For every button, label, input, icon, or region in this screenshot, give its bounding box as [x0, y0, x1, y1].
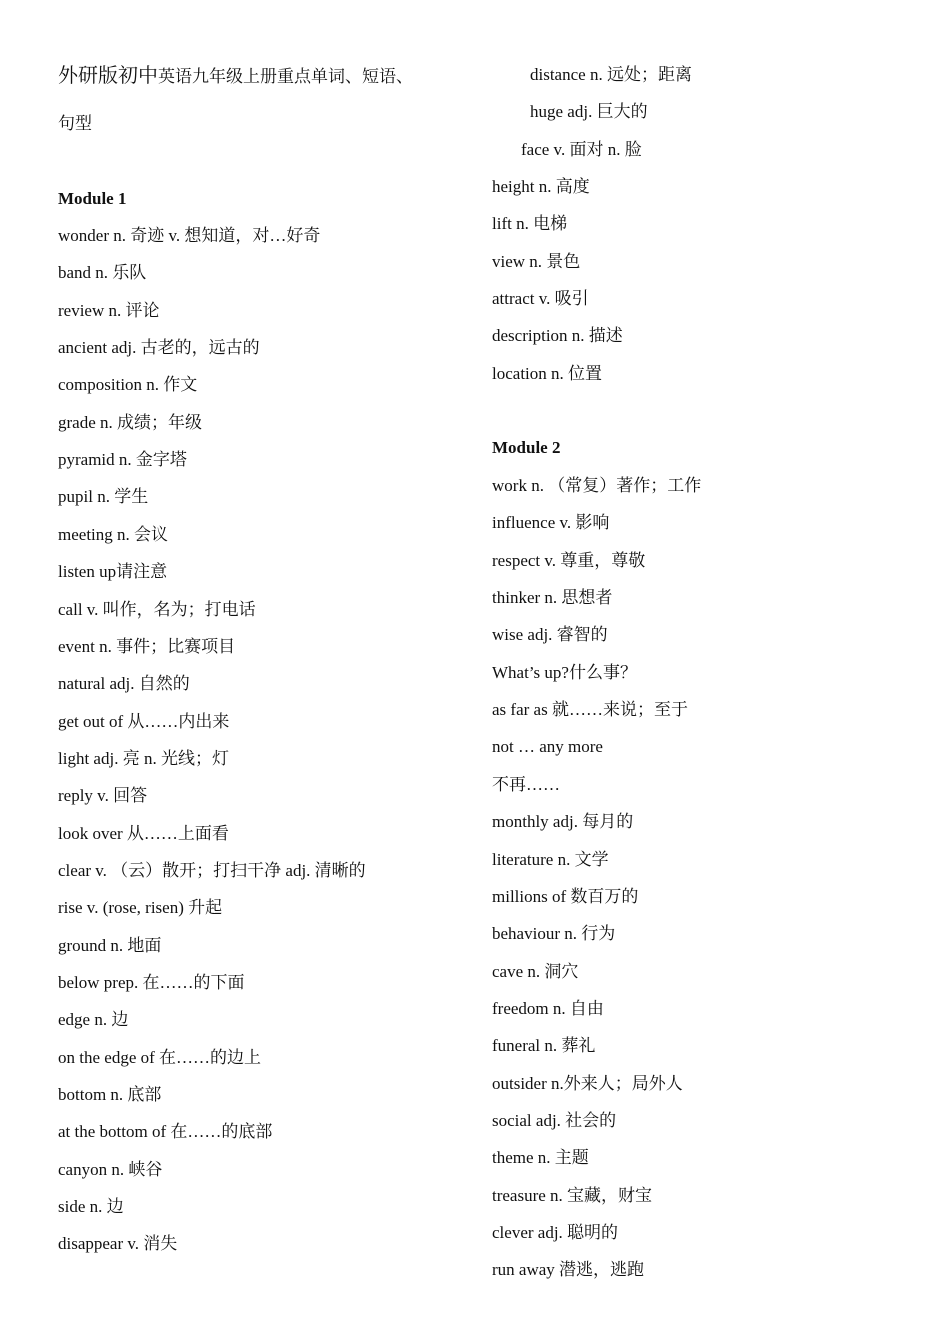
vocab-entry: What’s up?什么事？ [492, 662, 637, 682]
vocab-entry: freedom n. 自由 [492, 998, 604, 1018]
vocab-entry: ground n. 地面 [58, 935, 162, 955]
vocab-entry: wonder n. 奇迹 v. 想知道，对…好奇 [58, 226, 321, 245]
module2-heading: Module 2 [492, 438, 561, 457]
vocab-entry: clever adj. 聪明的 [492, 1223, 619, 1242]
vocab-entry: theme n. 主题 [492, 1148, 589, 1168]
vocab-entry: light adj. 亮 n. 光线；灯 [58, 748, 229, 768]
vocab-entry: thinker n. 思想者 [492, 588, 613, 608]
vocab-entry: reply v. 回答 [58, 786, 148, 806]
vocab-entry: monthly adj. 每月的 [492, 812, 634, 832]
vocab-entry: distance n. 远处；距离 [530, 65, 692, 84]
vocab-entry: clear v. （云）散开；打扫干净 adj. 清晰的 [58, 860, 366, 880]
vocab-entry: edge n. 边 [58, 1010, 129, 1030]
vocab-entry: composition n. 作文 [58, 375, 198, 395]
vocab-entry: canyon n. 峡谷 [58, 1159, 163, 1179]
vocab-entry: 不再…… [492, 774, 560, 794]
vocab-entry: rise v. (rose, risen) 升起 [58, 898, 223, 918]
vocab-entry: listen up请注意 [58, 562, 168, 582]
title-rest: 英语九年级上册重点单词、短语、 [158, 67, 413, 86]
vocab-entry: event n. 事件；比赛项目 [58, 636, 236, 656]
vocab-entry: social adj. 社会的 [492, 1110, 617, 1130]
vocab-entry: run away 潜逃，逃跑 [492, 1260, 645, 1280]
vocab-entry: description n. 描述 [492, 326, 623, 346]
vocab-entry: pupil n. 学生 [58, 487, 149, 507]
vocab-entry: lift n. 电梯 [492, 214, 568, 234]
vocab-entry: look over 从……上面看 [58, 823, 229, 843]
vocab-entry: height n. 高度 [492, 177, 590, 197]
vocab-entry: natural adj. 自然的 [58, 674, 190, 694]
vocab-entry: side n. 边 [58, 1197, 124, 1217]
vocab-entry: influence v. 影响 [492, 513, 610, 533]
vocab-entry: as far as 就……来说；至于 [492, 700, 688, 720]
vocab-entry: not … any more [492, 737, 603, 757]
vocab-entry: view n. 景色 [492, 251, 581, 271]
vocab-entry: bottom n. 底部 [58, 1085, 162, 1105]
vocab-entry: on the edge of 在……的边上 [58, 1047, 262, 1067]
vocab-entry: at the bottom of 在……的底部 [58, 1122, 273, 1142]
vocab-entry: get out of 从……内出来 [58, 711, 230, 731]
vocab-entry: funeral n. 葬礼 [492, 1036, 596, 1056]
vocab-entry: millions of 数百万的 [492, 886, 639, 906]
module1-heading: Module 1 [58, 189, 127, 208]
vocab-entry: outsider n.外来人；局外人 [492, 1073, 683, 1093]
vocab-entry: work n. （常复）著作；工作 [492, 476, 702, 495]
vocab-entry: cave n. 洞穴 [492, 961, 579, 981]
document-title-line2: 句型 [58, 114, 92, 133]
vocab-entry: huge adj. 巨大的 [530, 102, 648, 122]
vocab-entry: call v. 叫作，名为；打电话 [58, 599, 256, 619]
document-title [58, 66, 413, 87]
vocab-entry: pyramid n. 金字塔 [58, 450, 187, 470]
vocab-entry: wise adj. 睿智的 [492, 625, 608, 645]
vocab-entry: attract v. 吸引 [492, 289, 589, 309]
vocab-entry: band n. 乐队 [58, 263, 147, 283]
vocab-entry: ancient adj. 古老的，远古的 [58, 338, 260, 358]
vocab-entry: treasure n. 宝藏，财宝 [492, 1185, 653, 1205]
vocab-entry: review n. 评论 [58, 300, 160, 320]
vocab-entry: behaviour n. 行为 [492, 924, 616, 944]
vocab-entry: respect v. 尊重，尊敬 [492, 550, 646, 570]
title-main: 外研版初中 [58, 65, 158, 87]
vocab-entry: location n. 位置 [492, 363, 603, 383]
vocab-entry: face v. 面对 n. 脸 [521, 139, 642, 159]
vocab-entry: meeting n. 会议 [58, 524, 169, 544]
vocab-entry: disappear v. 消失 [58, 1234, 178, 1254]
vocab-entry: grade n. 成绩；年级 [58, 412, 203, 432]
vocab-entry: literature n. 文学 [492, 849, 609, 869]
vocab-entry: below prep. 在……的下面 [58, 973, 245, 992]
